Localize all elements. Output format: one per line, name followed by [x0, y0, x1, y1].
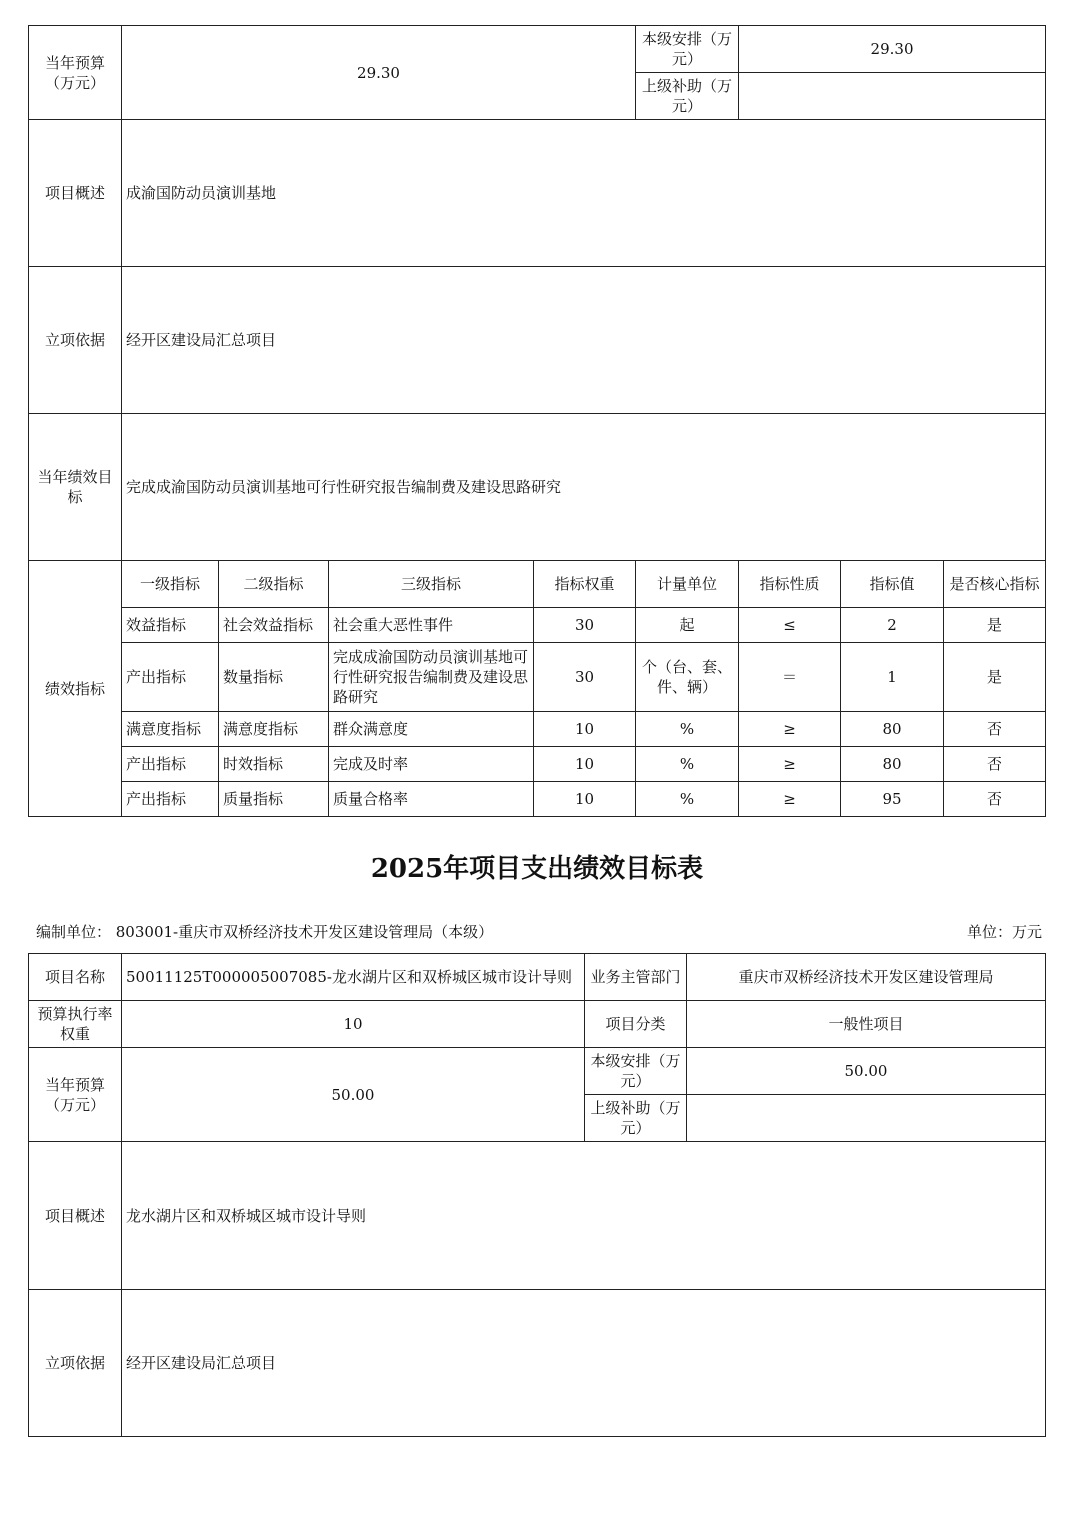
overview-label: 项目概述: [29, 1142, 122, 1290]
table-row: [29, 608, 1046, 643]
goal-label: 当年绩效目标: [29, 414, 122, 561]
cell: ≥: [739, 747, 841, 782]
table-row: [29, 782, 1046, 817]
cell: 10: [534, 747, 636, 782]
cell: 数量指标: [219, 643, 329, 712]
cell: 1: [841, 643, 944, 712]
overview-label: 项目概述: [29, 120, 122, 267]
cell: 时效指标: [219, 747, 329, 782]
header-cell: 二级指标: [219, 561, 329, 608]
upper-subsidy-value: [687, 1095, 1046, 1142]
exec-rate-value: 10: [122, 1001, 585, 1048]
performance-table-1: [28, 25, 1046, 817]
cell: 满意度指标: [219, 712, 329, 747]
cell: 产出指标: [122, 643, 219, 712]
basis-value: 经开区建设局汇总项目: [122, 1290, 1046, 1437]
cell: 个（台、套、件、辆）: [636, 643, 739, 712]
cell: %: [636, 782, 739, 817]
cell: 质量指标: [219, 782, 329, 817]
this-level-value: 29.30: [739, 26, 1046, 73]
cell: %: [636, 712, 739, 747]
overview-value: 成渝国防动员演训基地: [122, 120, 1046, 267]
cell: 满意度指标: [122, 712, 219, 747]
cell: ＝: [739, 643, 841, 712]
unit-label: 单位：万元: [966, 923, 1042, 941]
upper-subsidy-label: 上级补助（万元）: [636, 73, 739, 120]
basis-label: 立项依据: [29, 267, 122, 414]
cell: 否: [944, 712, 1046, 747]
header-cell: 三级指标: [329, 561, 534, 608]
cell: 是: [944, 608, 1046, 643]
dept-value: 重庆市双桥经济技术开发区建设管理局: [687, 954, 1046, 1001]
budget-value: 29.30: [122, 26, 636, 120]
header-cell: 计量单位: [636, 561, 739, 608]
table-row: [29, 643, 1046, 712]
header-cell: 是否核心指标: [944, 561, 1046, 608]
this-level-value: 50.00: [687, 1048, 1046, 1095]
cell: 80: [841, 747, 944, 782]
budget-label: 当年预算（万元）: [29, 1048, 122, 1142]
cell: 否: [944, 747, 1046, 782]
compiling-unit: 编制单位： 803001-重庆市双桥经济技术开发区建设管理局（本级）: [36, 923, 494, 941]
header-cell: 一级指标: [122, 561, 219, 608]
cell: %: [636, 747, 739, 782]
header-cell: 指标权重: [534, 561, 636, 608]
cell: 30: [534, 608, 636, 643]
cell: ≥: [739, 782, 841, 817]
cell: 群众满意度: [329, 712, 534, 747]
cell: ≤: [739, 608, 841, 643]
cell: 社会效益指标: [219, 608, 329, 643]
cell: 是: [944, 643, 1046, 712]
cell: ≥: [739, 712, 841, 747]
this-level-label: 本级安排（万元）: [636, 26, 739, 73]
budget-value: 50.00: [122, 1048, 585, 1142]
cell: 完成成渝国防动员演训基地可行性研究报告编制费及建设思路研究: [329, 643, 534, 712]
exec-rate-label: 预算执行率权重: [29, 1001, 122, 1048]
goal-value: 完成成渝国防动员演训基地可行性研究报告编制费及建设思路研究: [122, 414, 1046, 561]
cell: 95: [841, 782, 944, 817]
dept-label: 业务主管部门: [585, 954, 687, 1001]
cell: 2: [841, 608, 944, 643]
performance-table-2: [28, 953, 1046, 1437]
cell: 产出指标: [122, 747, 219, 782]
basis-value: 经开区建设局汇总项目: [122, 267, 1046, 414]
table-row: [29, 712, 1046, 747]
cell: 效益指标: [122, 608, 219, 643]
basis-label: 立项依据: [29, 1290, 122, 1437]
category-value: 一般性项目: [687, 1001, 1046, 1048]
cell: 质量合格率: [329, 782, 534, 817]
this-level-label: 本级安排（万元）: [585, 1048, 687, 1095]
cell: 起: [636, 608, 739, 643]
cell: 完成及时率: [329, 747, 534, 782]
cell: 80: [841, 712, 944, 747]
cell: 10: [534, 712, 636, 747]
project-name-label: 项目名称: [29, 954, 122, 1001]
section-title: 2025年项目支出绩效目标表: [370, 854, 704, 884]
budget-label: 当年预算（万元）: [29, 26, 122, 120]
cell: 10: [534, 782, 636, 817]
table-row: [29, 747, 1046, 782]
cell: 社会重大恶性事件: [329, 608, 534, 643]
header-cell: 指标性质: [739, 561, 841, 608]
project-name-value: 50011125T000005007085-龙水湖片区和双桥城区城市设计导则: [122, 954, 585, 1001]
category-label: 项目分类: [585, 1001, 687, 1048]
cell: 产出指标: [122, 782, 219, 817]
cell: 否: [944, 782, 1046, 817]
cell: 30: [534, 643, 636, 712]
upper-subsidy-label: 上级补助（万元）: [585, 1095, 687, 1142]
perf-indicator-label: 绩效指标: [29, 561, 122, 817]
overview-value: 龙水湖片区和双桥城区城市设计导则: [122, 1142, 1046, 1290]
header-cell: 指标值: [841, 561, 944, 608]
upper-subsidy-value: [739, 73, 1046, 120]
